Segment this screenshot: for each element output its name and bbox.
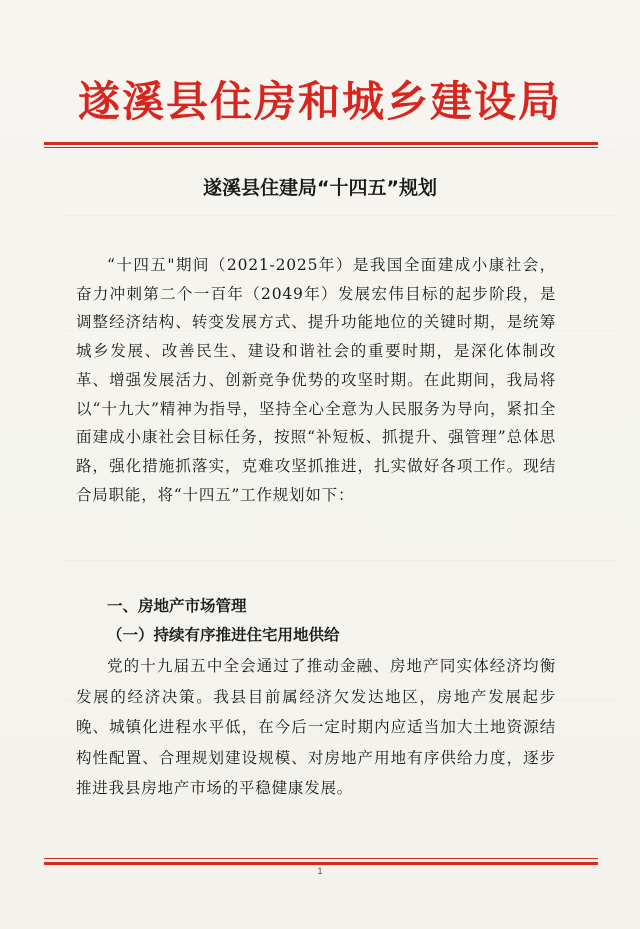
section-heading: 一、房地产市场管理: [107, 597, 247, 615]
subsection-heading: （一）持续有序推进住宅用地供给: [107, 625, 340, 644]
footer-rule-thin: [44, 858, 598, 859]
letterhead-rule-thick: [44, 142, 598, 145]
bleed-through-line: [60, 560, 620, 561]
letterhead-rule-thin: [44, 147, 598, 148]
letterhead-org-name: 遂溪县住房和城乡建设局: [77, 77, 562, 126]
subsection-paragraph: 党的十九届五中全会通过了推动金融、房地产同实体经济均衡发展的经济决策。我县目前属经济欠发达地区，房地产发展起步晚、城镇化进程水平低，在今后一定时期内应适当加大土地资源结构性配置、合理规划建设规模、对房地产用地有序供给力度，逐步推进我县房地产市场的平稳健康发展。: [76, 657, 556, 797]
page-number: 1: [317, 866, 323, 876]
bleed-through-line: [60, 150, 620, 151]
intro-paragraph: “十四五"期间（2021-2025年）是我国全面建成小康社会，奋力冲刺第二个一百年（2049年）发展宏伟目标的起步阶段，是调整经济结构、转变发展方式、提升功能地位的关键时期，是统筹城乡发展、改善民生、建设和谐社会的重要时期，是深化体制改革、增强发展活力、创新竞争优势的攻坚时期。在此期间，我局将以“十九大”精神为指导，坚持全心全意为人民服务为导向，紧扣全面建成小康社会目标任务，按照“补短板、抓提升、强管理”总体思路，强化措施抓落实，克难攻坚抓推进，扎实做好各项工作。现结合局职能，将“十四五”工作规划如下：: [76, 256, 556, 504]
bleed-through-line: [60, 215, 620, 216]
footer-rule-thick: [44, 862, 598, 865]
document-title: 遂溪县住建局“十四五”规划: [203, 177, 437, 199]
